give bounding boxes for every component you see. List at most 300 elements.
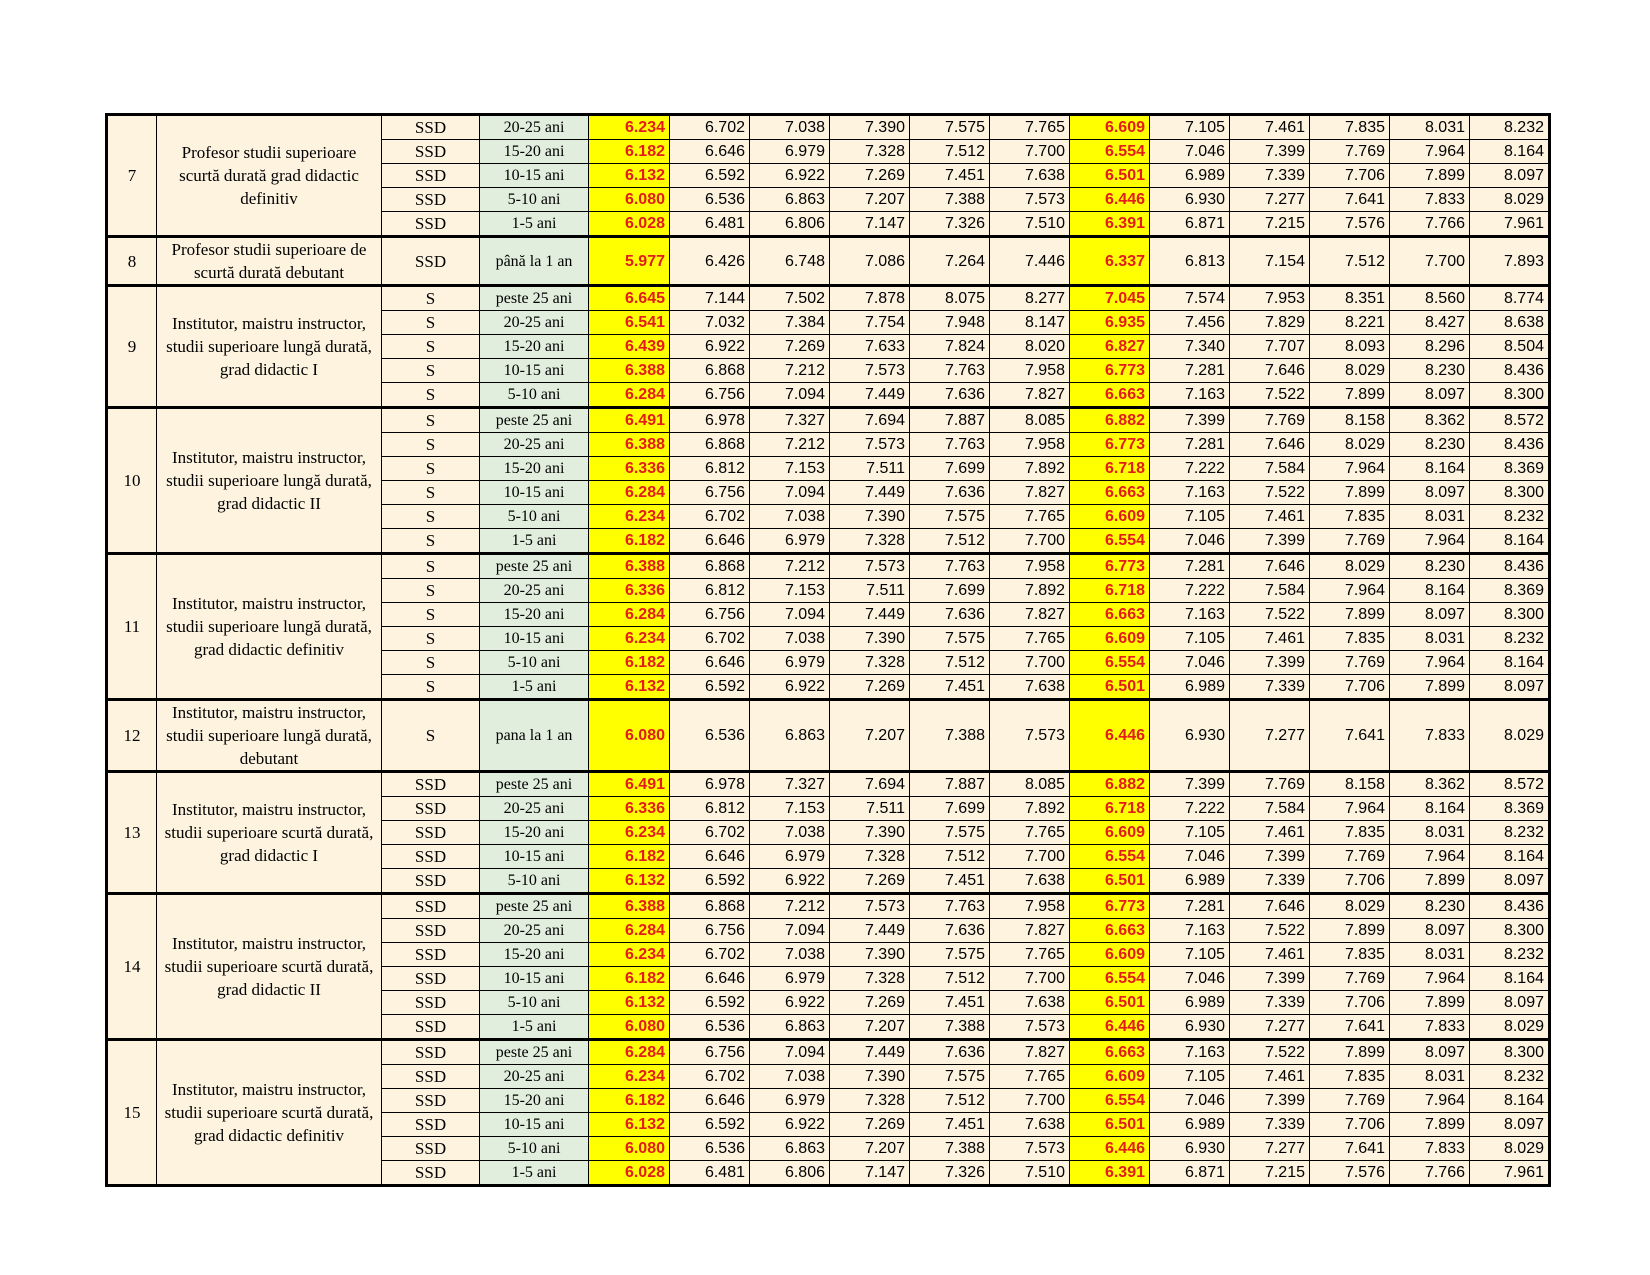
- value-cell: 7.046: [1150, 140, 1230, 164]
- value-cell: 6.756: [670, 603, 750, 627]
- value-cell: 7.339: [1230, 164, 1310, 188]
- value-cell: 7.046: [1150, 529, 1230, 554]
- row-number: 13: [107, 772, 157, 894]
- seniority-cell: 5-10 ani: [480, 505, 589, 529]
- value-cell: 7.449: [830, 383, 910, 408]
- value-cell: 7.390: [830, 115, 910, 140]
- highlighted-value-cell: 6.491: [589, 772, 670, 797]
- value-cell: 7.694: [830, 772, 910, 797]
- value-cell: 8.097: [1390, 1040, 1470, 1065]
- highlighted-value-cell: 6.028: [589, 212, 670, 237]
- studies-cell: SSD: [382, 1065, 480, 1089]
- studies-cell: SSD: [382, 237, 480, 286]
- value-cell: 7.827: [990, 603, 1070, 627]
- value-cell: 6.979: [750, 967, 830, 991]
- value-cell: 7.769: [1230, 408, 1310, 433]
- value-cell: 7.765: [990, 821, 1070, 845]
- value-cell: 6.748: [750, 237, 830, 286]
- value-cell: 7.512: [910, 845, 990, 869]
- value-cell: 7.105: [1150, 115, 1230, 140]
- value-cell: 7.449: [830, 603, 910, 627]
- studies-cell: S: [382, 603, 480, 627]
- value-cell: 8.164: [1470, 651, 1550, 675]
- value-cell: 7.512: [910, 529, 990, 554]
- value-cell: 7.038: [750, 627, 830, 651]
- value-cell: 7.212: [750, 894, 830, 919]
- value-cell: 6.646: [670, 1089, 750, 1113]
- value-cell: 7.694: [830, 408, 910, 433]
- value-cell: 7.399: [1230, 1089, 1310, 1113]
- value-cell: 7.461: [1230, 1065, 1310, 1089]
- seniority-cell: 1-5 ani: [480, 529, 589, 554]
- row-number: 9: [107, 286, 157, 408]
- value-cell: 7.833: [1390, 1015, 1470, 1040]
- highlighted-value-cell: 6.234: [589, 115, 670, 140]
- highlighted-value-cell: 6.391: [1070, 1161, 1150, 1186]
- studies-cell: S: [382, 481, 480, 505]
- value-cell: 6.646: [670, 140, 750, 164]
- seniority-cell: 15-20 ani: [480, 335, 589, 359]
- value-cell: 7.269: [830, 164, 910, 188]
- value-cell: 8.085: [990, 408, 1070, 433]
- highlighted-value-cell: 6.935: [1070, 311, 1150, 335]
- value-cell: 7.829: [1230, 311, 1310, 335]
- highlighted-value-cell: 6.234: [589, 505, 670, 529]
- value-cell: 7.522: [1230, 603, 1310, 627]
- value-cell: 7.105: [1150, 943, 1230, 967]
- highlighted-value-cell: 6.336: [589, 579, 670, 603]
- value-cell: 6.646: [670, 651, 750, 675]
- highlighted-value-cell: 6.446: [1070, 700, 1150, 772]
- table-row: [107, 408, 1550, 433]
- highlighted-value-cell: 6.446: [1070, 1137, 1150, 1161]
- highlighted-value-cell: 6.388: [589, 554, 670, 579]
- seniority-cell: peste 25 ani: [480, 286, 589, 311]
- highlighted-value-cell: 6.501: [1070, 991, 1150, 1015]
- table-row: [107, 700, 1550, 772]
- value-cell: 6.756: [670, 481, 750, 505]
- value-cell: 7.835: [1310, 1065, 1390, 1089]
- value-cell: 7.388: [910, 188, 990, 212]
- seniority-cell: peste 25 ani: [480, 772, 589, 797]
- studies-cell: SSD: [382, 943, 480, 967]
- value-cell: 8.504: [1470, 335, 1550, 359]
- value-cell: 7.510: [990, 1161, 1070, 1186]
- value-cell: 7.573: [990, 188, 1070, 212]
- seniority-cell: 5-10 ani: [480, 869, 589, 894]
- value-cell: 7.833: [1390, 700, 1470, 772]
- value-cell: 7.207: [830, 1015, 910, 1040]
- value-cell: 6.863: [750, 1137, 830, 1161]
- seniority-cell: 15-20 ani: [480, 1089, 589, 1113]
- value-cell: 7.446: [990, 237, 1070, 286]
- value-cell: 6.978: [670, 408, 750, 433]
- value-cell: 6.930: [1150, 700, 1230, 772]
- value-cell: 6.536: [670, 1015, 750, 1040]
- value-cell: 7.766: [1390, 1161, 1470, 1186]
- value-cell: 7.522: [1230, 481, 1310, 505]
- value-cell: 7.833: [1390, 188, 1470, 212]
- studies-cell: S: [382, 383, 480, 408]
- value-cell: 6.812: [670, 579, 750, 603]
- value-cell: 7.573: [990, 700, 1070, 772]
- value-cell: 7.328: [830, 1089, 910, 1113]
- value-cell: 7.958: [990, 433, 1070, 457]
- value-cell: 7.573: [990, 1015, 1070, 1040]
- value-cell: 7.038: [750, 943, 830, 967]
- value-cell: 8.300: [1470, 1040, 1550, 1065]
- highlighted-value-cell: 6.773: [1070, 894, 1150, 919]
- highlighted-value-cell: 6.132: [589, 164, 670, 188]
- value-cell: 8.369: [1470, 797, 1550, 821]
- studies-cell: SSD: [382, 115, 480, 140]
- value-cell: 6.536: [670, 1137, 750, 1161]
- value-cell: 6.989: [1150, 869, 1230, 894]
- function-name: Institutor, maistru instructor, studii superioare lungă durată, grad didactic definitiv: [157, 554, 382, 700]
- function-name: Institutor, maistru instructor, studii superioare lungă durată, grad didactic II: [157, 408, 382, 554]
- value-cell: 7.638: [990, 1113, 1070, 1137]
- function-name: Profesor studii superioare scurtă durată grad didactic definitiv: [157, 115, 382, 237]
- value-cell: 7.584: [1230, 457, 1310, 481]
- studies-cell: SSD: [382, 991, 480, 1015]
- value-cell: 7.399: [1150, 772, 1230, 797]
- studies-cell: SSD: [382, 1113, 480, 1137]
- studies-cell: SSD: [382, 772, 480, 797]
- value-cell: 7.094: [750, 1040, 830, 1065]
- value-cell: 8.351: [1310, 286, 1390, 311]
- value-cell: 7.964: [1390, 967, 1470, 991]
- value-cell: 7.641: [1310, 1137, 1390, 1161]
- value-cell: 7.769: [1310, 140, 1390, 164]
- value-cell: 7.522: [1230, 919, 1310, 943]
- value-cell: 8.230: [1390, 433, 1470, 457]
- value-cell: 7.646: [1230, 359, 1310, 383]
- highlighted-value-cell: 6.663: [1070, 603, 1150, 627]
- value-cell: 7.576: [1310, 1161, 1390, 1186]
- value-cell: 7.094: [750, 919, 830, 943]
- studies-cell: SSD: [382, 1137, 480, 1161]
- highlighted-value-cell: 6.234: [589, 1065, 670, 1089]
- seniority-cell: 20-25 ani: [480, 579, 589, 603]
- value-cell: 7.646: [1230, 433, 1310, 457]
- seniority-cell: 20-25 ani: [480, 115, 589, 140]
- value-cell: 6.702: [670, 115, 750, 140]
- seniority-cell: 15-20 ani: [480, 140, 589, 164]
- value-cell: 7.269: [830, 1113, 910, 1137]
- seniority-cell: peste 25 ani: [480, 408, 589, 433]
- value-cell: 7.893: [1470, 237, 1550, 286]
- value-cell: 6.646: [670, 967, 750, 991]
- highlighted-value-cell: 6.609: [1070, 505, 1150, 529]
- value-cell: 7.277: [1230, 700, 1310, 772]
- value-cell: 8.774: [1470, 286, 1550, 311]
- value-cell: 6.930: [1150, 1015, 1230, 1040]
- value-cell: 8.097: [1470, 164, 1550, 188]
- highlighted-value-cell: 6.554: [1070, 1089, 1150, 1113]
- highlighted-value-cell: 6.773: [1070, 554, 1150, 579]
- highlighted-value-cell: 6.284: [589, 1040, 670, 1065]
- value-cell: 8.296: [1390, 335, 1470, 359]
- value-cell: 8.031: [1390, 505, 1470, 529]
- value-cell: 7.706: [1310, 675, 1390, 700]
- highlighted-value-cell: 6.182: [589, 529, 670, 554]
- value-cell: 8.436: [1470, 894, 1550, 919]
- value-cell: 7.215: [1230, 212, 1310, 237]
- value-cell: 7.638: [990, 869, 1070, 894]
- value-cell: 7.094: [750, 603, 830, 627]
- studies-cell: SSD: [382, 967, 480, 991]
- value-cell: 6.756: [670, 1040, 750, 1065]
- studies-cell: SSD: [382, 1015, 480, 1040]
- value-cell: 7.399: [1230, 529, 1310, 554]
- value-cell: 8.029: [1310, 554, 1390, 579]
- value-cell: 7.046: [1150, 967, 1230, 991]
- value-cell: 7.878: [830, 286, 910, 311]
- seniority-cell: 5-10 ani: [480, 651, 589, 675]
- value-cell: 7.958: [990, 359, 1070, 383]
- studies-cell: S: [382, 335, 480, 359]
- function-name: Profesor studii superioare de scurtă durată debutant: [157, 237, 382, 286]
- value-cell: 7.573: [990, 1137, 1070, 1161]
- value-cell: 8.031: [1390, 627, 1470, 651]
- value-cell: 8.638: [1470, 311, 1550, 335]
- row-number: 8: [107, 237, 157, 286]
- seniority-cell: 10-15 ani: [480, 164, 589, 188]
- studies-cell: S: [382, 627, 480, 651]
- value-cell: 8.232: [1470, 1065, 1550, 1089]
- highlighted-value-cell: 6.663: [1070, 481, 1150, 505]
- value-cell: 6.813: [1150, 237, 1230, 286]
- value-cell: 7.207: [830, 1137, 910, 1161]
- highlighted-value-cell: 6.609: [1070, 627, 1150, 651]
- seniority-cell: 1-5 ani: [480, 1015, 589, 1040]
- value-cell: 7.964: [1390, 651, 1470, 675]
- highlighted-value-cell: 6.182: [589, 651, 670, 675]
- value-cell: 7.769: [1310, 1089, 1390, 1113]
- value-cell: 7.269: [830, 869, 910, 894]
- row-number: 15: [107, 1040, 157, 1186]
- highlighted-value-cell: 6.182: [589, 140, 670, 164]
- table-row: [107, 894, 1550, 919]
- value-cell: 7.522: [1230, 1040, 1310, 1065]
- function-name: Institutor, maistru instructor, studii superioare scurtă durată, grad didactic II: [157, 894, 382, 1040]
- row-number: 11: [107, 554, 157, 700]
- seniority-cell: 20-25 ani: [480, 1065, 589, 1089]
- studies-cell: SSD: [382, 1040, 480, 1065]
- value-cell: 7.269: [830, 991, 910, 1015]
- value-cell: 6.592: [670, 164, 750, 188]
- value-cell: 7.461: [1230, 943, 1310, 967]
- value-cell: 7.032: [670, 311, 750, 335]
- value-cell: 7.964: [1310, 579, 1390, 603]
- value-cell: 7.769: [1310, 845, 1390, 869]
- value-cell: 7.281: [1150, 894, 1230, 919]
- value-cell: 6.979: [750, 529, 830, 554]
- studies-cell: SSD: [382, 894, 480, 919]
- value-cell: 8.230: [1390, 554, 1470, 579]
- seniority-cell: 15-20 ani: [480, 603, 589, 627]
- value-cell: 7.451: [910, 164, 990, 188]
- highlighted-value-cell: 6.663: [1070, 383, 1150, 408]
- highlighted-value-cell: 6.080: [589, 188, 670, 212]
- value-cell: 7.638: [990, 675, 1070, 700]
- value-cell: 7.899: [1310, 383, 1390, 408]
- value-cell: 7.327: [750, 408, 830, 433]
- value-cell: 7.835: [1310, 943, 1390, 967]
- value-cell: 8.277: [990, 286, 1070, 311]
- value-cell: 6.868: [670, 433, 750, 457]
- value-cell: 7.153: [750, 579, 830, 603]
- value-cell: 7.899: [1390, 1113, 1470, 1137]
- value-cell: 7.899: [1390, 869, 1470, 894]
- highlighted-value-cell: 6.554: [1070, 529, 1150, 554]
- value-cell: 7.269: [750, 335, 830, 359]
- value-cell: 7.892: [990, 457, 1070, 481]
- value-cell: 7.046: [1150, 1089, 1230, 1113]
- value-cell: 7.765: [990, 627, 1070, 651]
- value-cell: 8.436: [1470, 433, 1550, 457]
- value-cell: 7.584: [1230, 579, 1310, 603]
- value-cell: 7.163: [1150, 383, 1230, 408]
- value-cell: 7.163: [1150, 1040, 1230, 1065]
- value-cell: 7.961: [1470, 212, 1550, 237]
- value-cell: 7.575: [910, 1065, 990, 1089]
- value-cell: 8.369: [1470, 579, 1550, 603]
- value-cell: 7.281: [1150, 554, 1230, 579]
- value-cell: 7.706: [1310, 164, 1390, 188]
- function-name: Institutor, maistru instructor, studii superioare scurtă durată, grad didactic I: [157, 772, 382, 894]
- value-cell: 7.222: [1150, 579, 1230, 603]
- function-name: Institutor, maistru instructor, studii superioare lungă durată, debutant: [157, 700, 382, 772]
- value-cell: 6.812: [670, 457, 750, 481]
- value-cell: 8.031: [1390, 1065, 1470, 1089]
- table-body: [107, 115, 1550, 1186]
- value-cell: 8.031: [1390, 821, 1470, 845]
- value-cell: 8.164: [1470, 529, 1550, 554]
- value-cell: 7.763: [910, 359, 990, 383]
- value-cell: 6.756: [670, 383, 750, 408]
- value-cell: 7.512: [910, 140, 990, 164]
- value-cell: 6.989: [1150, 991, 1230, 1015]
- value-cell: 7.835: [1310, 821, 1390, 845]
- seniority-cell: pana la 1 an: [480, 700, 589, 772]
- studies-cell: S: [382, 700, 480, 772]
- highlighted-value-cell: 6.773: [1070, 359, 1150, 383]
- value-cell: 8.029: [1310, 433, 1390, 457]
- value-cell: 7.038: [750, 505, 830, 529]
- value-cell: 7.502: [750, 286, 830, 311]
- value-cell: 8.560: [1390, 286, 1470, 311]
- value-cell: 6.536: [670, 188, 750, 212]
- value-cell: 7.461: [1230, 627, 1310, 651]
- value-cell: 7.163: [1150, 919, 1230, 943]
- value-cell: 7.584: [1230, 797, 1310, 821]
- value-cell: 7.094: [750, 481, 830, 505]
- value-cell: 7.573: [830, 554, 910, 579]
- value-cell: 7.573: [830, 433, 910, 457]
- value-cell: 7.281: [1150, 359, 1230, 383]
- value-cell: 6.930: [1150, 188, 1230, 212]
- function-name: Institutor, maistru instructor, studii superioare lungă durată, grad didactic I: [157, 286, 382, 408]
- value-cell: 7.390: [830, 821, 910, 845]
- studies-cell: S: [382, 433, 480, 457]
- value-cell: 6.989: [1150, 1113, 1230, 1137]
- value-cell: 7.899: [1310, 603, 1390, 627]
- value-cell: 6.702: [670, 505, 750, 529]
- value-cell: 8.075: [910, 286, 990, 311]
- highlighted-value-cell: 6.663: [1070, 1040, 1150, 1065]
- value-cell: 8.300: [1470, 383, 1550, 408]
- value-cell: 7.646: [1230, 554, 1310, 579]
- value-cell: 7.575: [910, 943, 990, 967]
- value-cell: 6.806: [750, 212, 830, 237]
- value-cell: 7.328: [830, 651, 910, 675]
- highlighted-value-cell: 6.336: [589, 797, 670, 821]
- highlighted-value-cell: 6.132: [589, 1113, 670, 1137]
- value-cell: 6.702: [670, 821, 750, 845]
- value-cell: 8.232: [1470, 627, 1550, 651]
- value-cell: 7.887: [910, 408, 990, 433]
- highlighted-value-cell: 6.554: [1070, 140, 1150, 164]
- function-name: Institutor, maistru instructor, studii superioare scurtă durată, grad didactic definitiv: [157, 1040, 382, 1186]
- value-cell: 6.592: [670, 991, 750, 1015]
- value-cell: 7.636: [910, 383, 990, 408]
- row-number: 7: [107, 115, 157, 237]
- studies-cell: SSD: [382, 188, 480, 212]
- seniority-cell: 10-15 ani: [480, 967, 589, 991]
- highlighted-value-cell: 6.182: [589, 845, 670, 869]
- value-cell: 6.592: [670, 869, 750, 894]
- value-cell: 7.328: [830, 529, 910, 554]
- value-cell: 6.702: [670, 1065, 750, 1089]
- value-cell: 6.868: [670, 894, 750, 919]
- value-cell: 7.700: [990, 529, 1070, 554]
- studies-cell: SSD: [382, 797, 480, 821]
- value-cell: 8.097: [1470, 675, 1550, 700]
- value-cell: 7.706: [1310, 991, 1390, 1015]
- value-cell: 7.451: [910, 675, 990, 700]
- value-cell: 6.922: [750, 164, 830, 188]
- value-cell: 7.449: [830, 481, 910, 505]
- highlighted-value-cell: 6.554: [1070, 845, 1150, 869]
- value-cell: 7.163: [1150, 603, 1230, 627]
- value-cell: 7.899: [1310, 1040, 1390, 1065]
- value-cell: 7.399: [1150, 408, 1230, 433]
- seniority-cell: 20-25 ani: [480, 311, 589, 335]
- studies-cell: S: [382, 651, 480, 675]
- value-cell: 7.646: [1230, 894, 1310, 919]
- value-cell: 7.769: [1310, 529, 1390, 554]
- value-cell: 7.147: [830, 1161, 910, 1186]
- value-cell: 7.575: [910, 821, 990, 845]
- studies-cell: S: [382, 359, 480, 383]
- value-cell: 6.536: [670, 700, 750, 772]
- value-cell: 6.922: [750, 675, 830, 700]
- value-cell: 6.979: [750, 1089, 830, 1113]
- value-cell: 8.572: [1470, 772, 1550, 797]
- table-row: [107, 772, 1550, 797]
- value-cell: 7.827: [990, 481, 1070, 505]
- highlighted-value-cell: 6.663: [1070, 919, 1150, 943]
- value-cell: 7.573: [830, 894, 910, 919]
- highlighted-value-cell: 6.234: [589, 821, 670, 845]
- value-cell: 7.153: [750, 797, 830, 821]
- value-cell: 7.340: [1150, 335, 1230, 359]
- value-cell: 7.700: [990, 845, 1070, 869]
- value-cell: 7.765: [990, 505, 1070, 529]
- highlighted-value-cell: 6.491: [589, 408, 670, 433]
- row-number: 14: [107, 894, 157, 1040]
